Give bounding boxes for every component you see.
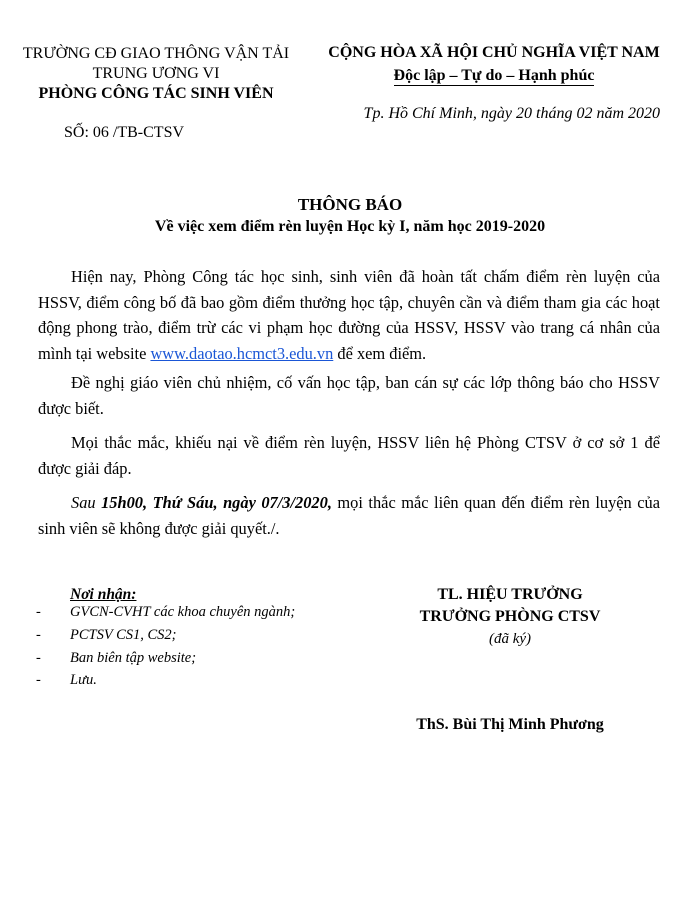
department-name: PHÒNG CÔNG TÁC SINH VIÊN <box>38 85 274 102</box>
recipient-item <box>36 604 295 621</box>
country-name: CỘNG HÒA XÃ HỘI CHỦ NGHĨA VIỆT NAM <box>328 44 660 61</box>
recipients-title: Nơi nhận: <box>70 586 137 603</box>
document-title: THÔNG BÁO <box>297 195 403 214</box>
recipient-item <box>36 627 176 644</box>
national-motto <box>318 66 670 86</box>
recipient-label: Ban biên tập website; <box>70 650 197 666</box>
org-name-line1: TRƯỜNG CĐ GIAO THÔNG VẬN TẢI <box>22 45 290 62</box>
signer-name: ThS. Bùi Thị Minh Phương <box>416 716 604 733</box>
p1-tail: để xem điểm. <box>333 343 427 363</box>
document-subtitle: Về việc xem điểm rèn luyện Học kỳ I, năm học 2019-2020 <box>154 218 546 235</box>
p4-rest: mọi thắc mắc liên quan đến điểm rèn luyện của sinh viên sẽ không được giải quyết./. <box>38 493 660 538</box>
body-paragraph-3 <box>38 430 660 481</box>
website-link[interactable]: www.daotao.hcmct3.edu.vn <box>150 343 334 363</box>
signed-note: (đã ký) <box>488 631 532 647</box>
recipient-label: PCTSV CS1, CS2; <box>70 627 177 643</box>
signature-block <box>380 584 640 650</box>
document-number: SỐ: 06 /TB-CTSV <box>64 124 185 141</box>
recipient-dash: - <box>36 650 41 666</box>
deadline-text: 15h00, Thứ Sáu, ngày 07/3/2020, <box>101 493 332 512</box>
body-paragraph-1 <box>38 264 660 366</box>
recipient-label: GVCN-CVHT các khoa chuyên ngành; <box>70 604 296 620</box>
date-line: Tp. Hồ Chí Minh, ngày 20 tháng 02 năm 2020 <box>363 105 660 122</box>
signature-title-1: TL. HIỆU TRƯỞNG <box>437 586 583 603</box>
body-paragraph-4 <box>38 490 660 541</box>
recipient-label: Lưu. <box>70 672 97 688</box>
p2-text: Đề nghị giáo viên chủ nhiệm, cố vấn học tập, ban cán sự các lớp thông báo cho HSSV được biết. <box>38 373 660 418</box>
recipient-dash: - <box>36 604 41 620</box>
signature-title-2: TRƯỞNG PHÒNG CTSV <box>419 608 601 625</box>
org-name-line2: TRUNG ƯƠNG VI <box>92 65 220 82</box>
p1-text: Hiện nay, Phòng Công tác học sinh, sinh viên đã hoàn tất chấm điểm rèn luyện của HSSV, điểm công bố đã bao gồm điểm thưởng học tập, chuyên cần và điểm tham gia các hoạt động phong trào, điểm trừ các vi phạm học đường của HSSV, HSSV vào trang cá nhân của mình tại website <box>38 267 660 363</box>
recipient-item <box>36 650 196 667</box>
body-paragraph-2 <box>38 370 660 421</box>
recipient-item <box>36 672 97 689</box>
recipient-dash: - <box>36 627 41 643</box>
p4-lead: Sau <box>71 493 102 512</box>
recipient-dash: - <box>36 672 41 688</box>
national-motto-text: Độc lập – Tự do – Hạnh phúc <box>393 67 595 84</box>
p3-text: Mọi thắc mắc, khiếu nại về điểm rèn luyện, HSSV liên hệ Phòng CTSV ở cơ sở 1 để được giải đáp. <box>38 433 660 478</box>
